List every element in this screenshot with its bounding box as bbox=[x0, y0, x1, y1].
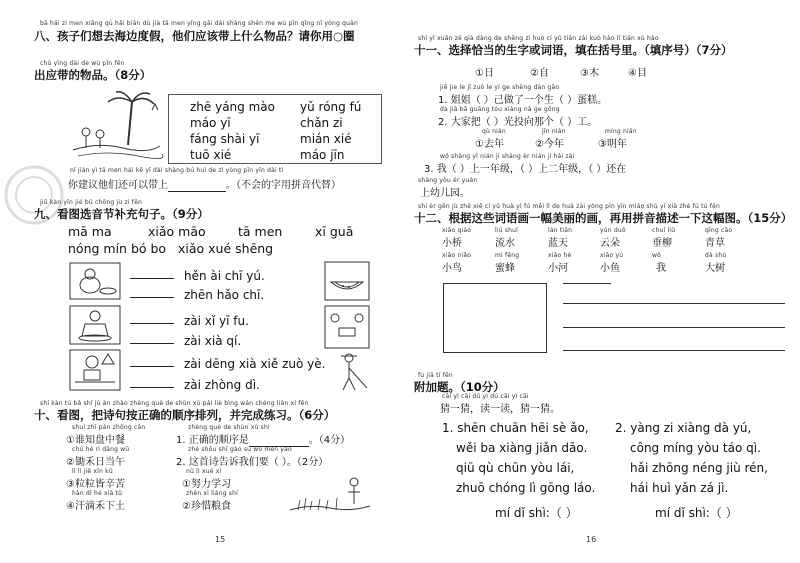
word-item[interactable]: tuō xié bbox=[190, 148, 232, 162]
q1-score: 。（4分） bbox=[308, 435, 351, 446]
s10-pinyin: shí kàn tú bǎ shī jù àn zhào zhèng què de shùn xù pái liè bìng wán chéng liàn xí fēn bbox=[40, 400, 309, 407]
s9-option: nóng mín bó bo bbox=[68, 241, 167, 256]
word-pinyin: mì fēng bbox=[495, 252, 520, 259]
right-page bbox=[400, 0, 800, 563]
s9-pinyin: jiǔ kàn yīn jié bǔ chōng jù zi fēn bbox=[40, 199, 142, 206]
word-text: 小鸟 bbox=[442, 263, 462, 274]
riddle1-line: zhuō chóng lì gōng láo. bbox=[456, 481, 596, 495]
riddle2-line: hǎi zhōng néng jiù rén, bbox=[630, 461, 768, 475]
word-item[interactable]: máo yī bbox=[190, 116, 231, 130]
word-text: 我 bbox=[656, 263, 666, 274]
s9-blank[interactable] bbox=[130, 343, 174, 344]
poem-line: ④汗滴禾下土 bbox=[66, 501, 125, 512]
q1-text: 1. 正确的顺序是 bbox=[176, 435, 249, 446]
s8-title: 八、孩子们想去海边度假，他们应该带上什么物品？请你用○圈 bbox=[34, 29, 355, 43]
s9-blank[interactable] bbox=[130, 366, 174, 367]
writing-line[interactable] bbox=[563, 327, 785, 328]
word-text: 流水 bbox=[495, 238, 515, 249]
s9-sentence: zài xǐ yī fu. bbox=[184, 314, 249, 328]
word-text: 大树 bbox=[705, 263, 725, 274]
choice-pinyin: nǔ lì xué xí bbox=[186, 468, 222, 475]
s8-pinyin: bā hái zi men xiǎng qù hǎi biān dù jià tā men yīng gāi dài shàng shén me wù pǐn qǐng nǐ yòng quān bbox=[40, 20, 359, 27]
writing-line[interactable] bbox=[563, 350, 785, 351]
s9-option: mā ma bbox=[68, 224, 112, 239]
s11-option[interactable]: ②自 bbox=[530, 68, 549, 79]
s11-line3-pinyin: wǒ shàng yī nián jí shàng èr nián jí hái zài bbox=[440, 153, 575, 160]
word-pinyin: xiǎo niǎo bbox=[442, 252, 472, 259]
s11-line3b-pinyin: shàng yòu ér yuán bbox=[418, 177, 478, 184]
riddle1-line: wěi ba xiàng jiǎn dāo. bbox=[456, 441, 588, 455]
stamp-watermark bbox=[4, 140, 64, 250]
word-item[interactable]: yǔ róng fú bbox=[300, 100, 362, 114]
word-pinyin: wǒ bbox=[652, 252, 661, 259]
s9-option: xiǎo xué shēng bbox=[178, 241, 274, 256]
s11-opt2-pinyin: qù nián bbox=[482, 128, 506, 135]
q1-line bbox=[176, 431, 350, 447]
word-text: 小桥 bbox=[442, 238, 462, 249]
poem-line: ③粒粒皆辛苦 bbox=[66, 479, 125, 490]
s11-title: 十一、选择恰当的生字或词语，填在括号里。（填序号）（7分） bbox=[414, 43, 733, 57]
washing-picture bbox=[70, 306, 120, 344]
word-pinyin: qīng cǎo bbox=[705, 227, 733, 234]
s11-line1-pinyin: jiě jie le jǐ zuò le yí ge shēng dàn gāo bbox=[440, 84, 560, 91]
riddle1-line: 1. shēn chuān hēi sè ǎo, bbox=[442, 421, 589, 435]
poem-line: ①谁知盘中餐 bbox=[66, 435, 125, 446]
s8-answer-note: 。（不会的字用拼音代替） bbox=[226, 180, 341, 191]
riddle1-answer[interactable]: mí dǐ shì:（ ） bbox=[495, 506, 578, 520]
riddle2-line: hái huì yǎn zá jì. bbox=[630, 481, 729, 495]
poem-pinyin: shuí zhī pán zhōng cān bbox=[72, 424, 146, 431]
s9-blank[interactable] bbox=[130, 387, 174, 388]
s10-title: 十、看图，把诗句按正确的顺序排列，并完成练习。（6分） bbox=[34, 408, 336, 422]
s11-option[interactable]: ③明年 bbox=[598, 139, 627, 150]
poem-line: ②锄禾日当午 bbox=[66, 457, 125, 468]
s9-option: tā men bbox=[238, 224, 283, 239]
page-number: 15 bbox=[215, 535, 226, 544]
farmer-picture bbox=[333, 350, 373, 392]
page-number: 16 bbox=[586, 535, 597, 544]
word-item[interactable]: zhē yáng mào bbox=[190, 100, 275, 114]
s11-option[interactable]: ②今年 bbox=[535, 139, 564, 150]
word-pinyin: lán tiān bbox=[548, 227, 573, 234]
bonus-title: 附加题。（10分） bbox=[414, 380, 505, 394]
cat-fish-picture bbox=[70, 263, 120, 299]
word-pinyin: liú shuǐ bbox=[495, 227, 519, 234]
word-pinyin: yún duǒ bbox=[600, 227, 626, 234]
s9-option: xī guā bbox=[315, 224, 354, 239]
s9-option: xiǎo māo bbox=[148, 224, 206, 239]
s11-option[interactable]: ④目 bbox=[628, 68, 647, 79]
s11-line3[interactable]: 3. 我（ ）上一年级，（ ）上二年级，（ ）还在 bbox=[424, 164, 627, 175]
bonus-pinyin: fù jiā tí fēn bbox=[418, 372, 453, 379]
word-text: 垂柳 bbox=[652, 238, 672, 249]
s11-opt2-pinyin: jīn nián bbox=[542, 128, 566, 135]
s9-sentence: zài xià qí. bbox=[184, 334, 242, 348]
word-pinyin: xiǎo qiáo bbox=[442, 227, 472, 234]
poem-pinyin: hàn dī hé xià tǔ bbox=[72, 490, 123, 497]
word-item[interactable]: máo jīn bbox=[300, 148, 345, 162]
writing-line[interactable] bbox=[563, 283, 611, 284]
s9-blank[interactable] bbox=[130, 297, 174, 298]
word-item[interactable]: chǎn zi bbox=[300, 116, 343, 130]
s11-pinyin: shí yī xuǎn zé qià dàng de shēng zì huò cí yǔ tián zài kuò hào lǐ tián xù hào bbox=[418, 35, 659, 42]
q2-text[interactable]: 2. 这首诗告诉我们要（ ）。（2分） bbox=[176, 457, 329, 468]
riddle1-line: qiū qù chūn yòu lái, bbox=[456, 461, 575, 475]
s8-title2: 出应带的物品。（8分） bbox=[34, 68, 152, 82]
s11-line1[interactable]: 1. 姐姐（ ）己做了一个生（ ）蛋糕。 bbox=[438, 95, 608, 106]
writing-line[interactable] bbox=[563, 303, 785, 304]
word-text: 小鱼 bbox=[600, 263, 620, 274]
s11-line3b: 上幼儿园。 bbox=[420, 188, 470, 199]
s9-sentence: zài dēng xià xiě zuò yè. bbox=[184, 357, 326, 371]
s9-blank[interactable] bbox=[130, 278, 174, 279]
watermelon-picture bbox=[325, 262, 369, 300]
s9-title: 九、看图选音节补充句子。（9分） bbox=[34, 207, 209, 221]
beach-illustration bbox=[68, 90, 163, 165]
s9-blank[interactable] bbox=[130, 323, 174, 324]
q2-pinyin: zhè shǒu shī gào su wǒ men yào bbox=[188, 446, 292, 453]
field-landscape-picture bbox=[290, 470, 370, 515]
riddle2-line: công míng yòu táo qì. bbox=[630, 441, 761, 455]
s8-answer-text: 你建议他们还可以带上 bbox=[68, 180, 168, 191]
word-item[interactable]: mián xié bbox=[300, 132, 352, 146]
s12-pinyin: shí èr gēn jù zhè xiē cí yǔ huà yì fú měi lì de huà zài yòng pīn yīn miáo shù yí xià zhè fú tú fēn bbox=[418, 203, 720, 210]
s11-opt2-pinyin: míng nián bbox=[605, 128, 637, 135]
poem-pinyin: chú hé rì dāng wǔ bbox=[72, 446, 130, 453]
choice-option[interactable]: ①努力学习 bbox=[182, 479, 231, 490]
word-pinyin: xiǎo yú bbox=[600, 252, 624, 259]
homework-picture bbox=[70, 350, 120, 390]
riddle2-answer[interactable]: mí dǐ shì:（ ） bbox=[655, 506, 738, 520]
s11-line2-pinyin: dà jiā bǎ guāng tóu xiàng nà ge gōng bbox=[440, 106, 560, 113]
drawing-box[interactable] bbox=[443, 283, 547, 353]
s8-answer-line bbox=[68, 176, 341, 192]
word-text: 蓝天 bbox=[548, 238, 568, 249]
s12-title: 十二、根据这些词语画一幅美丽的画，再用拼音描述一下这幅图。（15分） bbox=[414, 211, 793, 225]
s9-sentence: zài zhòng dì. bbox=[184, 378, 260, 392]
bonus-sub: 猜一猜，读一读，猜一猜。 bbox=[440, 404, 560, 415]
s11-option[interactable]: ①去年 bbox=[475, 139, 504, 150]
s9-sentence: hěn ài chī yú. bbox=[184, 269, 265, 283]
word-item[interactable]: fáng shài yī bbox=[190, 132, 260, 146]
word-pinyin: dà shù bbox=[705, 252, 727, 259]
choice-pinyin: zhēn xī liáng shí bbox=[186, 490, 239, 497]
word-text: 蜜蜂 bbox=[495, 263, 515, 274]
chess-picture bbox=[325, 306, 369, 348]
word-pinyin: xiǎo hé bbox=[548, 252, 572, 259]
s8-answer-blank[interactable] bbox=[168, 180, 226, 192]
bonus-sub-pinyin: cāi yì cāi dú yì dú cāi yì cāi bbox=[442, 393, 529, 400]
s8-pinyin2: chū yīng dài de wù pǐn fēn bbox=[40, 60, 125, 67]
s11-line2[interactable]: 2. 大家把（ ）光投向那个（ ）工。 bbox=[438, 117, 598, 128]
word-text: 青草 bbox=[705, 238, 725, 249]
word-pinyin: chuí liǔ bbox=[652, 227, 676, 234]
s9-sentence: zhēn hǎo chī. bbox=[184, 288, 265, 302]
poem-pinyin: lì lì jiē xīn kǔ bbox=[72, 468, 113, 475]
riddle2-line: 2. yàng zi xiàng dà yú, bbox=[615, 421, 752, 435]
choice-option[interactable]: ②珍惜粮食 bbox=[182, 501, 231, 512]
s8-answer-pinyin: nǐ jiàn yì tā men hái kě yǐ dài shàng bú huì de zì yòng pīn yīn dài tì bbox=[70, 167, 284, 174]
s11-option[interactable]: ③木 bbox=[580, 68, 599, 79]
word-text: 小河 bbox=[548, 263, 568, 274]
s11-option[interactable]: ①日 bbox=[475, 68, 494, 79]
q1-pinyin: zhèng què de shùn xù shì bbox=[188, 424, 270, 431]
word-text: 云朵 bbox=[600, 238, 620, 249]
